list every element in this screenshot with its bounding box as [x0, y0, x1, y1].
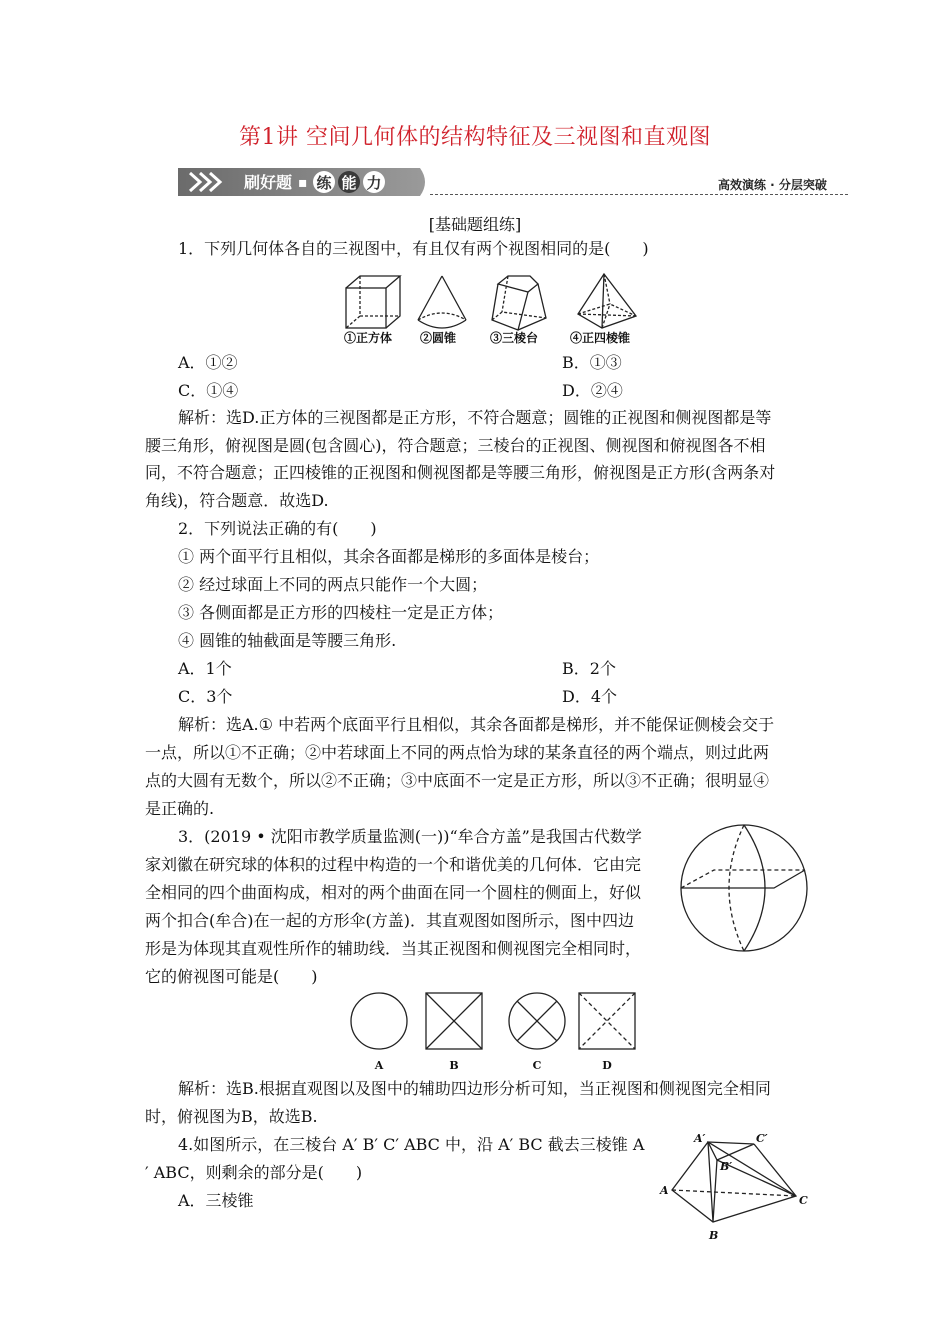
q1-option-c: C．①④ — [178, 381, 239, 400]
q1-figure-label-4: ④正四棱锥 — [570, 331, 631, 345]
q4-option-a: A．三棱锥 — [178, 1191, 254, 1210]
vertex-b-prime: B′ — [720, 1160, 733, 1173]
banner-rule — [430, 194, 848, 195]
q2-option-d: D．4个 — [562, 687, 618, 706]
q1-option-b: B．①③ — [562, 353, 622, 372]
vertex-c-prime: C′ — [756, 1132, 768, 1145]
frustum-figure — [492, 276, 546, 330]
banner-left-text: 刷好题 — [244, 173, 293, 192]
q2-statement-3: ③ 各侧面都是正方形的四棱柱一定是正方体； — [178, 603, 504, 622]
choice-label-d: D — [602, 1059, 612, 1072]
q2-option-c: C．3个 — [178, 687, 233, 706]
q2-analysis-line-3: 点的大圆有无数个，所以②不正确；③中底面不一定是正方形，所以③不正确；很明显④ — [145, 771, 770, 790]
q2-analysis-line-1: 解析：选A.① 中若两个底面平行且相似，其余各面都是梯形，并不能保证侧棱会交于 — [178, 715, 775, 734]
q1-stem: 1．下列几何体各自的三视图中，有且仅有两个视图相同的是( ) — [178, 239, 649, 258]
choice-label-a: A — [374, 1059, 384, 1072]
section-heading: [基础题组练] — [428, 215, 522, 234]
q1-option-d: D．②④ — [562, 381, 623, 400]
q3-stem-line-4: 两个扣合(牟合)在一起的方形伞(方盖)．其直观图如图所示，图中四边 — [145, 911, 634, 930]
banner-char-3: 力 — [366, 174, 382, 192]
q1-analysis-line-1: 解析：选D.正方体的三视图都是正方形，不符合题意；圆锥的正视图和侧视图都是等 — [178, 408, 772, 427]
banner-char-2: 能 — [341, 174, 357, 192]
q1-analysis-line-3: 同，不符合题意；正四棱锥的正视图和侧视图都是等腰三角形，俯视图是正方形(含两条对 — [145, 463, 776, 482]
q3-analysis-line-1: 解析：选B.根据直观图以及图中的辅助四边形分析可知，当正视图和侧视图完全相同 — [178, 1079, 771, 1098]
q4-frustum-figure — [656, 1126, 816, 1244]
q2-statement-4: ④ 圆锥的轴截面是等腰三角形. — [178, 631, 397, 650]
q1-analysis-line-4: 角线)，符合题意．故选D. — [145, 491, 329, 510]
svg-text:▪: ▪ — [298, 175, 308, 191]
q3-choice-figures — [346, 990, 642, 1074]
vertex-b: B — [709, 1229, 719, 1242]
q1-analysis-line-2: 腰三角形，俯视图是圆(包含圆心)，符合题意；三棱台的正视图、侧视图和俯视图各不相 — [145, 436, 766, 455]
choice-a-circle — [351, 993, 407, 1049]
banner-right-text: 高效演练 · 分层突破 — [718, 178, 827, 192]
choice-b-square-with-diagonals — [426, 993, 482, 1049]
q2-option-a: A．1个 — [178, 659, 232, 678]
choice-label-c: C — [532, 1059, 542, 1072]
q1-figure-label-1: ①正方体 — [344, 331, 393, 345]
q3-analysis-line-2: 时，俯视图为B，故选B. — [145, 1107, 318, 1126]
q3-stem-line-6: 它的俯视图可能是( ) — [145, 967, 318, 986]
page-title: 第1讲 空间几何体的结构特征及三视图和直观图 — [239, 125, 711, 150]
vertex-c: C — [799, 1194, 808, 1207]
banner-char-1: 练 — [316, 174, 332, 192]
q3-stem-line-5: 形是为体现其直观性所作的辅助线．当其正视图和侧视图完全相同时， — [145, 939, 642, 958]
cube-figure — [346, 276, 400, 328]
q1-solids-figure — [340, 270, 660, 350]
q2-analysis-line-2: 一点，所以①不正确；②中若球面上不同的两点恰为球的某条直径的两个端点，则过此两 — [145, 743, 770, 762]
q4-stem-line-2: ′ ABC，则剩余的部分是( ) — [145, 1163, 363, 1182]
vertex-a: A — [660, 1184, 669, 1197]
section-banner — [178, 168, 430, 196]
choice-d-square-with-dashed-diagonals — [579, 993, 635, 1049]
q2-analysis-line-4: 是正确的. — [145, 799, 215, 818]
choice-label-b: B — [449, 1059, 459, 1072]
q3-stem-line-2: 家刘徽在研究球的体积的过程中构造的一个和谐优美的几何体．它由完 — [145, 855, 642, 874]
q1-figure-label-3: ③三棱台 — [490, 331, 539, 345]
q3-stem-line-1: 3．(2019 • 沈阳市教学质量监测(一))“牟合方盖”是我国古代数学 — [178, 827, 642, 846]
q3-stem-line-3: 全相同的四个曲面构成，相对的两个曲面在同一个圆柱的侧面上，好似 — [145, 883, 642, 902]
q2-option-b: B．2个 — [562, 659, 616, 678]
cone-figure — [418, 276, 466, 328]
q2-stem: 2．下列说法正确的有( ) — [178, 519, 377, 538]
vertex-a-prime: A′ — [694, 1132, 706, 1145]
choice-c-circle-with-cross — [509, 993, 565, 1049]
q3-mouhe-fanggai-figure — [674, 822, 814, 956]
q4-stem-line-1: 4.如图所示，在三棱台 A′ B′ C′ ABC 中，沿 A′ BC 截去三棱锥 A — [178, 1135, 645, 1154]
q1-option-a: A．①② — [178, 353, 238, 372]
q2-statement-2: ② 经过球面上不同的两点只能作一个大圆； — [178, 575, 488, 594]
pyramid-figure — [578, 274, 636, 328]
q1-figure-label-2: ②圆锥 — [420, 331, 457, 345]
q2-statement-1: ① 两个面平行且相似，其余各面都是梯形的多面体是棱台； — [178, 547, 600, 566]
